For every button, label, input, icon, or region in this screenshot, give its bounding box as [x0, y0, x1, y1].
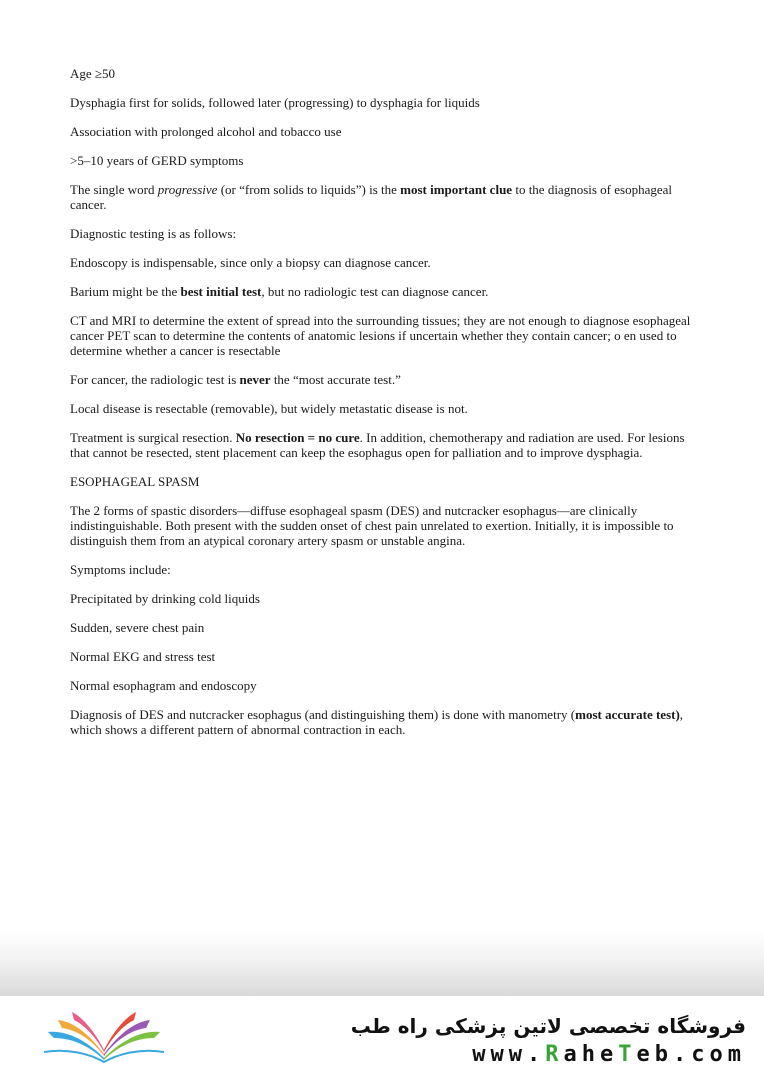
- text-run: best initial test: [180, 284, 262, 299]
- text-run: Precipitated by drinking cold liquids: [70, 591, 260, 606]
- paragraph: [70, 66, 695, 81]
- paragraph: [70, 649, 695, 664]
- text-run: to the diagnosis of esophageal cancer.: [70, 182, 673, 212]
- text-run: For cancer, the radiologic test is: [70, 372, 240, 387]
- paragraph: [70, 503, 695, 548]
- text-run: Age ≥50: [70, 66, 116, 81]
- website-r: R: [545, 1042, 564, 1067]
- text-run: Local disease is resectable (removable), but widely metastatic disease is not.: [70, 401, 468, 416]
- paragraph: [70, 620, 695, 635]
- paragraph: [70, 707, 695, 737]
- paragraph: [70, 562, 695, 577]
- text-run: the “most accurate test.”: [270, 372, 401, 387]
- paragraph: [70, 372, 695, 387]
- text-run: Diagnostic testing is as follows:: [70, 226, 237, 241]
- text-run: Treatment is surgical resection.: [70, 430, 236, 445]
- text-run: No resection = no cure: [235, 430, 360, 445]
- website-t: T: [618, 1042, 637, 1067]
- text-run: most important clue: [400, 182, 513, 197]
- paragraph: [70, 95, 695, 110]
- paragraph: [70, 474, 695, 489]
- text-run: Sudden, severe chest pain: [70, 620, 205, 635]
- text-run: Association with prolonged alcohol and tobacco use: [70, 124, 342, 139]
- text-run: never: [239, 372, 271, 387]
- text-run: (or “from solids to liquids”) is the: [217, 182, 401, 197]
- text-run: , which shows a different pattern of abnormal contraction in each.: [70, 707, 684, 737]
- website-mid: ahe: [563, 1042, 619, 1067]
- text-run: , but no radiologic test can diagnose cancer.: [261, 284, 489, 299]
- document-body: [70, 66, 695, 751]
- store-name: فروشگاه تخصصی لاتین پزشکی راه طب: [350, 1014, 746, 1038]
- website-suffix: eb.com: [636, 1042, 746, 1067]
- paragraph: [70, 591, 695, 606]
- page-shadow: [0, 930, 764, 996]
- open-book-rainbow-icon: [40, 1008, 168, 1066]
- text-run: ESOPHAGEAL SPASM: [70, 474, 200, 489]
- paragraph: [70, 284, 695, 299]
- text-run: most accurate test): [575, 707, 680, 722]
- footer-banner: [0, 996, 764, 1080]
- text-run: Normal EKG and stress test: [70, 649, 216, 664]
- text-run: Diagnosis of DES and nutcracker esophagus (and distinguishing them) is done with manometry (: [70, 707, 576, 722]
- paragraph: [70, 255, 695, 270]
- text-run: progressive: [157, 182, 218, 197]
- text-run: >5–10 years of GERD symptoms: [70, 153, 244, 168]
- text-run: The 2 forms of spastic disorders—diffuse esophageal spasm (DES) and nutcracker esophagus—are clinically indistinguishable. Both present with the sudden onset of chest pain unrelated to exertion. Initially, it is impossible to distinguish them from an atypical coronary artery spasm or unstable angina.: [70, 503, 674, 548]
- paragraph: [70, 226, 695, 241]
- text-run: Symptoms include:: [70, 562, 171, 577]
- paragraph: [70, 124, 695, 139]
- website-url[interactable]: [472, 1042, 746, 1067]
- website-prefix: www.: [472, 1042, 546, 1067]
- text-run: Normal esophagram and endoscopy: [70, 678, 257, 693]
- paragraph: [70, 313, 695, 358]
- text-run: Dysphagia first for solids, followed later (progressing) to dysphagia for liquids: [70, 95, 480, 110]
- paragraph: [70, 430, 695, 460]
- text-run: CT and MRI to determine the extent of spread into the surrounding tissues; they are not enough to diagnose esophageal cancer PET scan to determine the contents of anatomic lesions if uncertain whether they contain cancer; o en used to determine whether a cancer is resectable: [70, 313, 691, 358]
- paragraph: [70, 182, 695, 212]
- text-run: . In addition, chemotherapy and radiation are used. For lesions that cannot be resected, stent placement can keep the esophagus open for palliation and to improve dysphagia.: [70, 430, 685, 460]
- paragraph: [70, 678, 695, 693]
- text-run: Barium might be the: [70, 284, 181, 299]
- text-run: Endoscopy is indispensable, since only a biopsy can diagnose cancer.: [70, 255, 431, 270]
- paragraph: [70, 153, 695, 168]
- paragraph: [70, 401, 695, 416]
- text-run: The single word: [70, 182, 158, 197]
